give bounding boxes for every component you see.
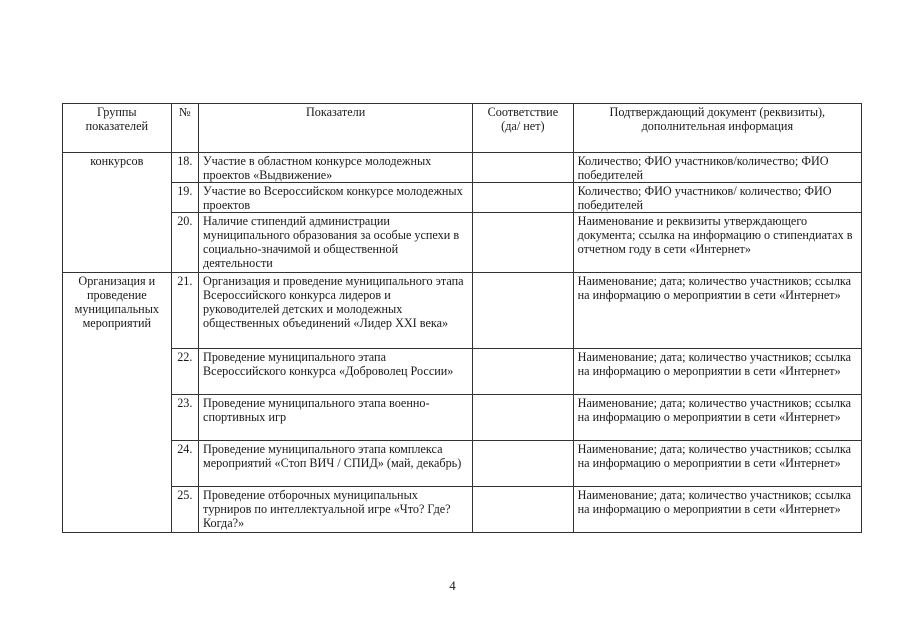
indicator-cell: Проведение муниципального этапа военно-спортивных игр xyxy=(199,395,473,441)
document-cell: Количество; ФИО участников/ количество; ФИО победителей xyxy=(573,183,861,213)
table-row xyxy=(63,273,862,349)
row-number: 25. xyxy=(171,487,198,533)
table-row xyxy=(63,441,862,487)
table-header-row xyxy=(63,104,862,153)
document-cell: Наименование; дата; количество участников; ссылка на информацию о мероприятии в сети «Интернет» xyxy=(573,395,861,441)
row-number: 22. xyxy=(171,349,198,395)
header-indicators: Показатели xyxy=(199,104,473,153)
compliance-cell[interactable] xyxy=(473,441,574,487)
compliance-cell[interactable] xyxy=(473,183,574,213)
indicator-cell: Проведение муниципального этапа комплекса мероприятий «Стоп ВИЧ / СПИД» (май, декабрь) xyxy=(199,441,473,487)
indicator-cell: Проведение муниципального этапа Всероссийского конкурса «Доброволец России» xyxy=(199,349,473,395)
indicator-cell: Участие в областном конкурсе молодежных проектов «Выдвижение» xyxy=(199,153,473,183)
table-row xyxy=(63,153,862,183)
row-number: 23. xyxy=(171,395,198,441)
row-number: 18. xyxy=(171,153,198,183)
compliance-cell[interactable] xyxy=(473,213,574,273)
indicator-cell: Организация и проведение муниципального этапа Всероссийского конкурса лидеров и руководителей детских и молодежных общественных объединений «Лидер XXI века» xyxy=(199,273,473,349)
header-document: Подтверждающий документ (реквизиты), дополнительная информация xyxy=(573,104,861,153)
table-row xyxy=(63,213,862,273)
document-cell: Наименование; дата; количество участников; ссылка на информацию о мероприятии в сети «Интернет» xyxy=(573,349,861,395)
header-number: № xyxy=(171,104,198,153)
row-number: 19. xyxy=(171,183,198,213)
row-number: 24. xyxy=(171,441,198,487)
compliance-cell[interactable] xyxy=(473,153,574,183)
indicator-cell: Участие во Всероссийском конкурсе молодежных проектов xyxy=(199,183,473,213)
table-row xyxy=(63,487,862,533)
indicator-cell: Наличие стипендий администрации муниципального образования за особые успехи в социально-значимой и общественной деятельности xyxy=(199,213,473,273)
group-cell-contests: конкурсов xyxy=(63,153,172,273)
document-cell: Наименование и реквизиты утверждающего документа; ссылка на информацию о стипендиатах в отчетном году в сети «Интернет» xyxy=(573,213,861,273)
document-cell: Количество; ФИО участников/количество; ФИО победителей xyxy=(573,153,861,183)
document-cell: Наименование; дата; количество участников; ссылка на информацию о мероприятии в сети «Интернет» xyxy=(573,487,861,533)
table-row xyxy=(63,183,862,213)
compliance-cell[interactable] xyxy=(473,273,574,349)
table-row xyxy=(63,395,862,441)
group-cell-events: Организация и проведение муниципальных мероприятий xyxy=(63,273,172,533)
row-number: 21. xyxy=(171,273,198,349)
document-cell: Наименование; дата; количество участников; ссылка на информацию о мероприятии в сети «Интернет» xyxy=(573,441,861,487)
row-number: 20. xyxy=(171,213,198,273)
table-row xyxy=(63,349,862,395)
indicator-cell: Проведение отборочных муниципальных турниров по интеллектуальной игре «Что? Где? Когда?» xyxy=(199,487,473,533)
compliance-cell[interactable] xyxy=(473,349,574,395)
compliance-cell[interactable] xyxy=(473,395,574,441)
indicators-table xyxy=(62,103,862,533)
header-group: Группы показателей xyxy=(63,104,172,153)
page-number: 4 xyxy=(449,578,456,593)
compliance-cell[interactable] xyxy=(473,487,574,533)
document-cell: Наименование; дата; количество участников; ссылка на информацию о мероприятии в сети «Интернет» xyxy=(573,273,861,349)
header-compliance: Соответствие (да/ нет) xyxy=(473,104,574,153)
